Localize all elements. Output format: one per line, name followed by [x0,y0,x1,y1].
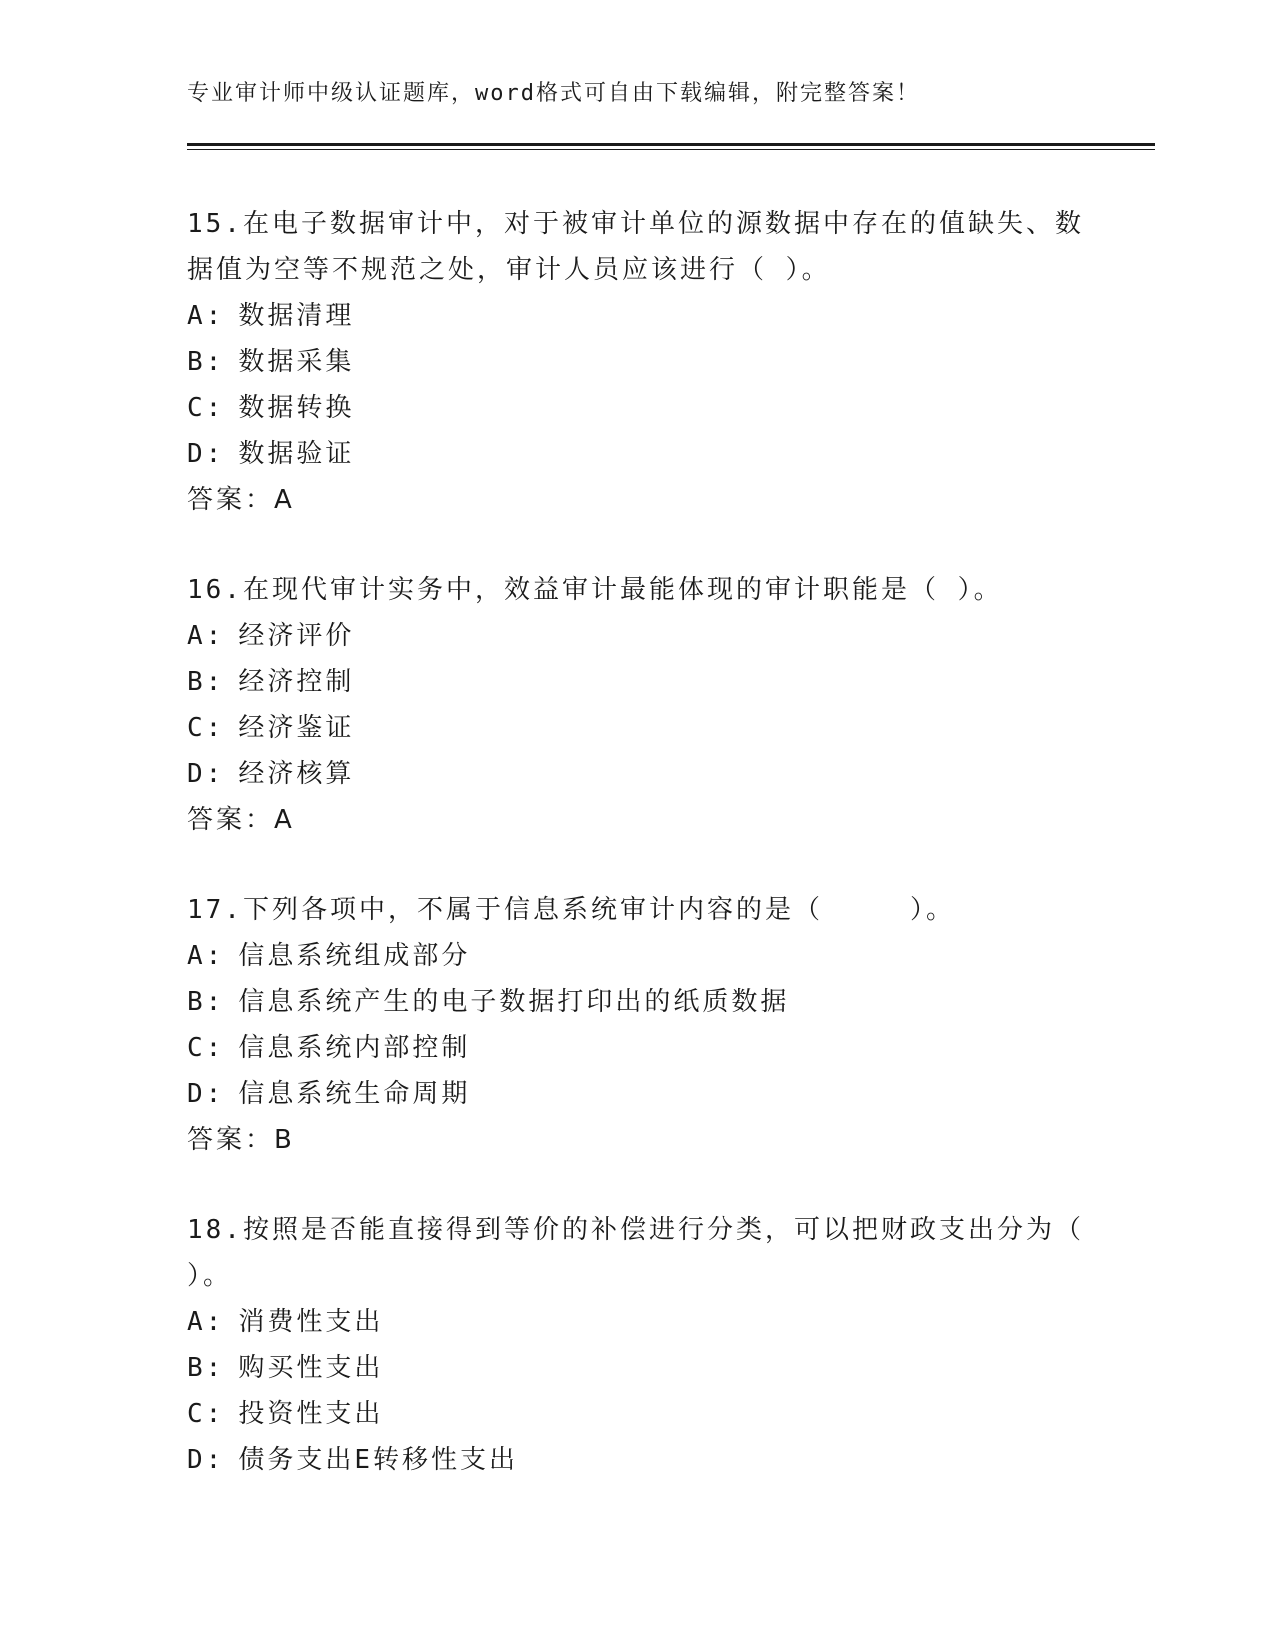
option-key: A: [187,1307,225,1337]
option-text: 数据验证 [238,439,355,469]
option-key: B: [187,667,225,697]
option-text: 数据转换 [238,393,355,423]
option-key: D: [187,1445,225,1475]
header-rule-thick [187,143,1155,146]
option-text: 购买性支出 [238,1353,384,1383]
option-d [187,431,1087,477]
option-text: 数据采集 [238,347,355,377]
question-list [187,201,1087,1527]
option-a [187,293,1087,339]
option-text: 信息系统产生的电子数据打印出的纸质数据 [238,987,790,1017]
option-d [187,751,1087,797]
answer: 答案：A [187,805,295,835]
option-c [187,1025,1087,1071]
header-rule-thin [187,149,1155,150]
option-key: B: [187,987,225,1017]
option-key: B: [187,347,225,377]
option-text: 信息系统内部控制 [238,1033,471,1063]
option-key: C: [187,393,225,423]
option-key: D: [187,759,225,789]
question-text: 18.按照是否能直接得到等价的补偿进行分类，可以把财政支出分为（ ）。 [187,1215,1084,1291]
option-text: 信息系统组成部分 [238,941,471,971]
option-text: 经济鉴证 [238,713,355,743]
option-c [187,1391,1087,1437]
option-text: 数据清理 [238,301,355,331]
option-key: A: [187,621,225,651]
answer: 答案：A [187,485,295,515]
question-text: 15.在电子数据审计中，对于被审计单位的源数据中存在的值缺失、数据值为空等不规范之处，审计人员应该进行（ ）。 [187,209,1084,285]
question-16 [187,567,1087,843]
option-key: C: [187,1399,225,1429]
option-key: B: [187,1353,225,1383]
option-text: 消费性支出 [238,1307,384,1337]
option-key: C: [187,1033,225,1063]
option-key: D: [187,439,225,469]
option-d [187,1071,1087,1117]
option-text: 债务支出E转移性支出 [238,1445,518,1475]
option-b [187,1345,1087,1391]
option-key: A: [187,941,225,971]
option-a [187,1299,1087,1345]
option-d [187,1437,1087,1483]
option-c [187,385,1087,431]
option-a [187,613,1087,659]
page-header: 专业审计师中级认证题库，word格式可自由下载编辑，附完整答案！ [187,81,920,106]
option-b [187,659,1087,705]
option-text: 投资性支出 [238,1399,384,1429]
question-text: 16.在现代审计实务中，效益审计最能体现的审计职能是（ ）。 [187,575,1003,605]
option-a [187,933,1087,979]
option-text: 经济评价 [238,621,355,651]
option-c [187,705,1087,751]
question-18 [187,1207,1087,1483]
question-text: 17.下列各项中，不属于信息系统审计内容的是（ ）。 [187,895,955,925]
question-17 [187,887,1087,1163]
option-b [187,979,1087,1025]
option-b [187,339,1087,385]
question-15 [187,201,1087,523]
option-key: C: [187,713,225,743]
answer: 答案：B [187,1125,295,1155]
option-text: 经济核算 [238,759,355,789]
option-text: 信息系统生命周期 [238,1079,471,1109]
option-key: D: [187,1079,225,1109]
option-text: 经济控制 [238,667,355,697]
option-key: A: [187,301,225,331]
